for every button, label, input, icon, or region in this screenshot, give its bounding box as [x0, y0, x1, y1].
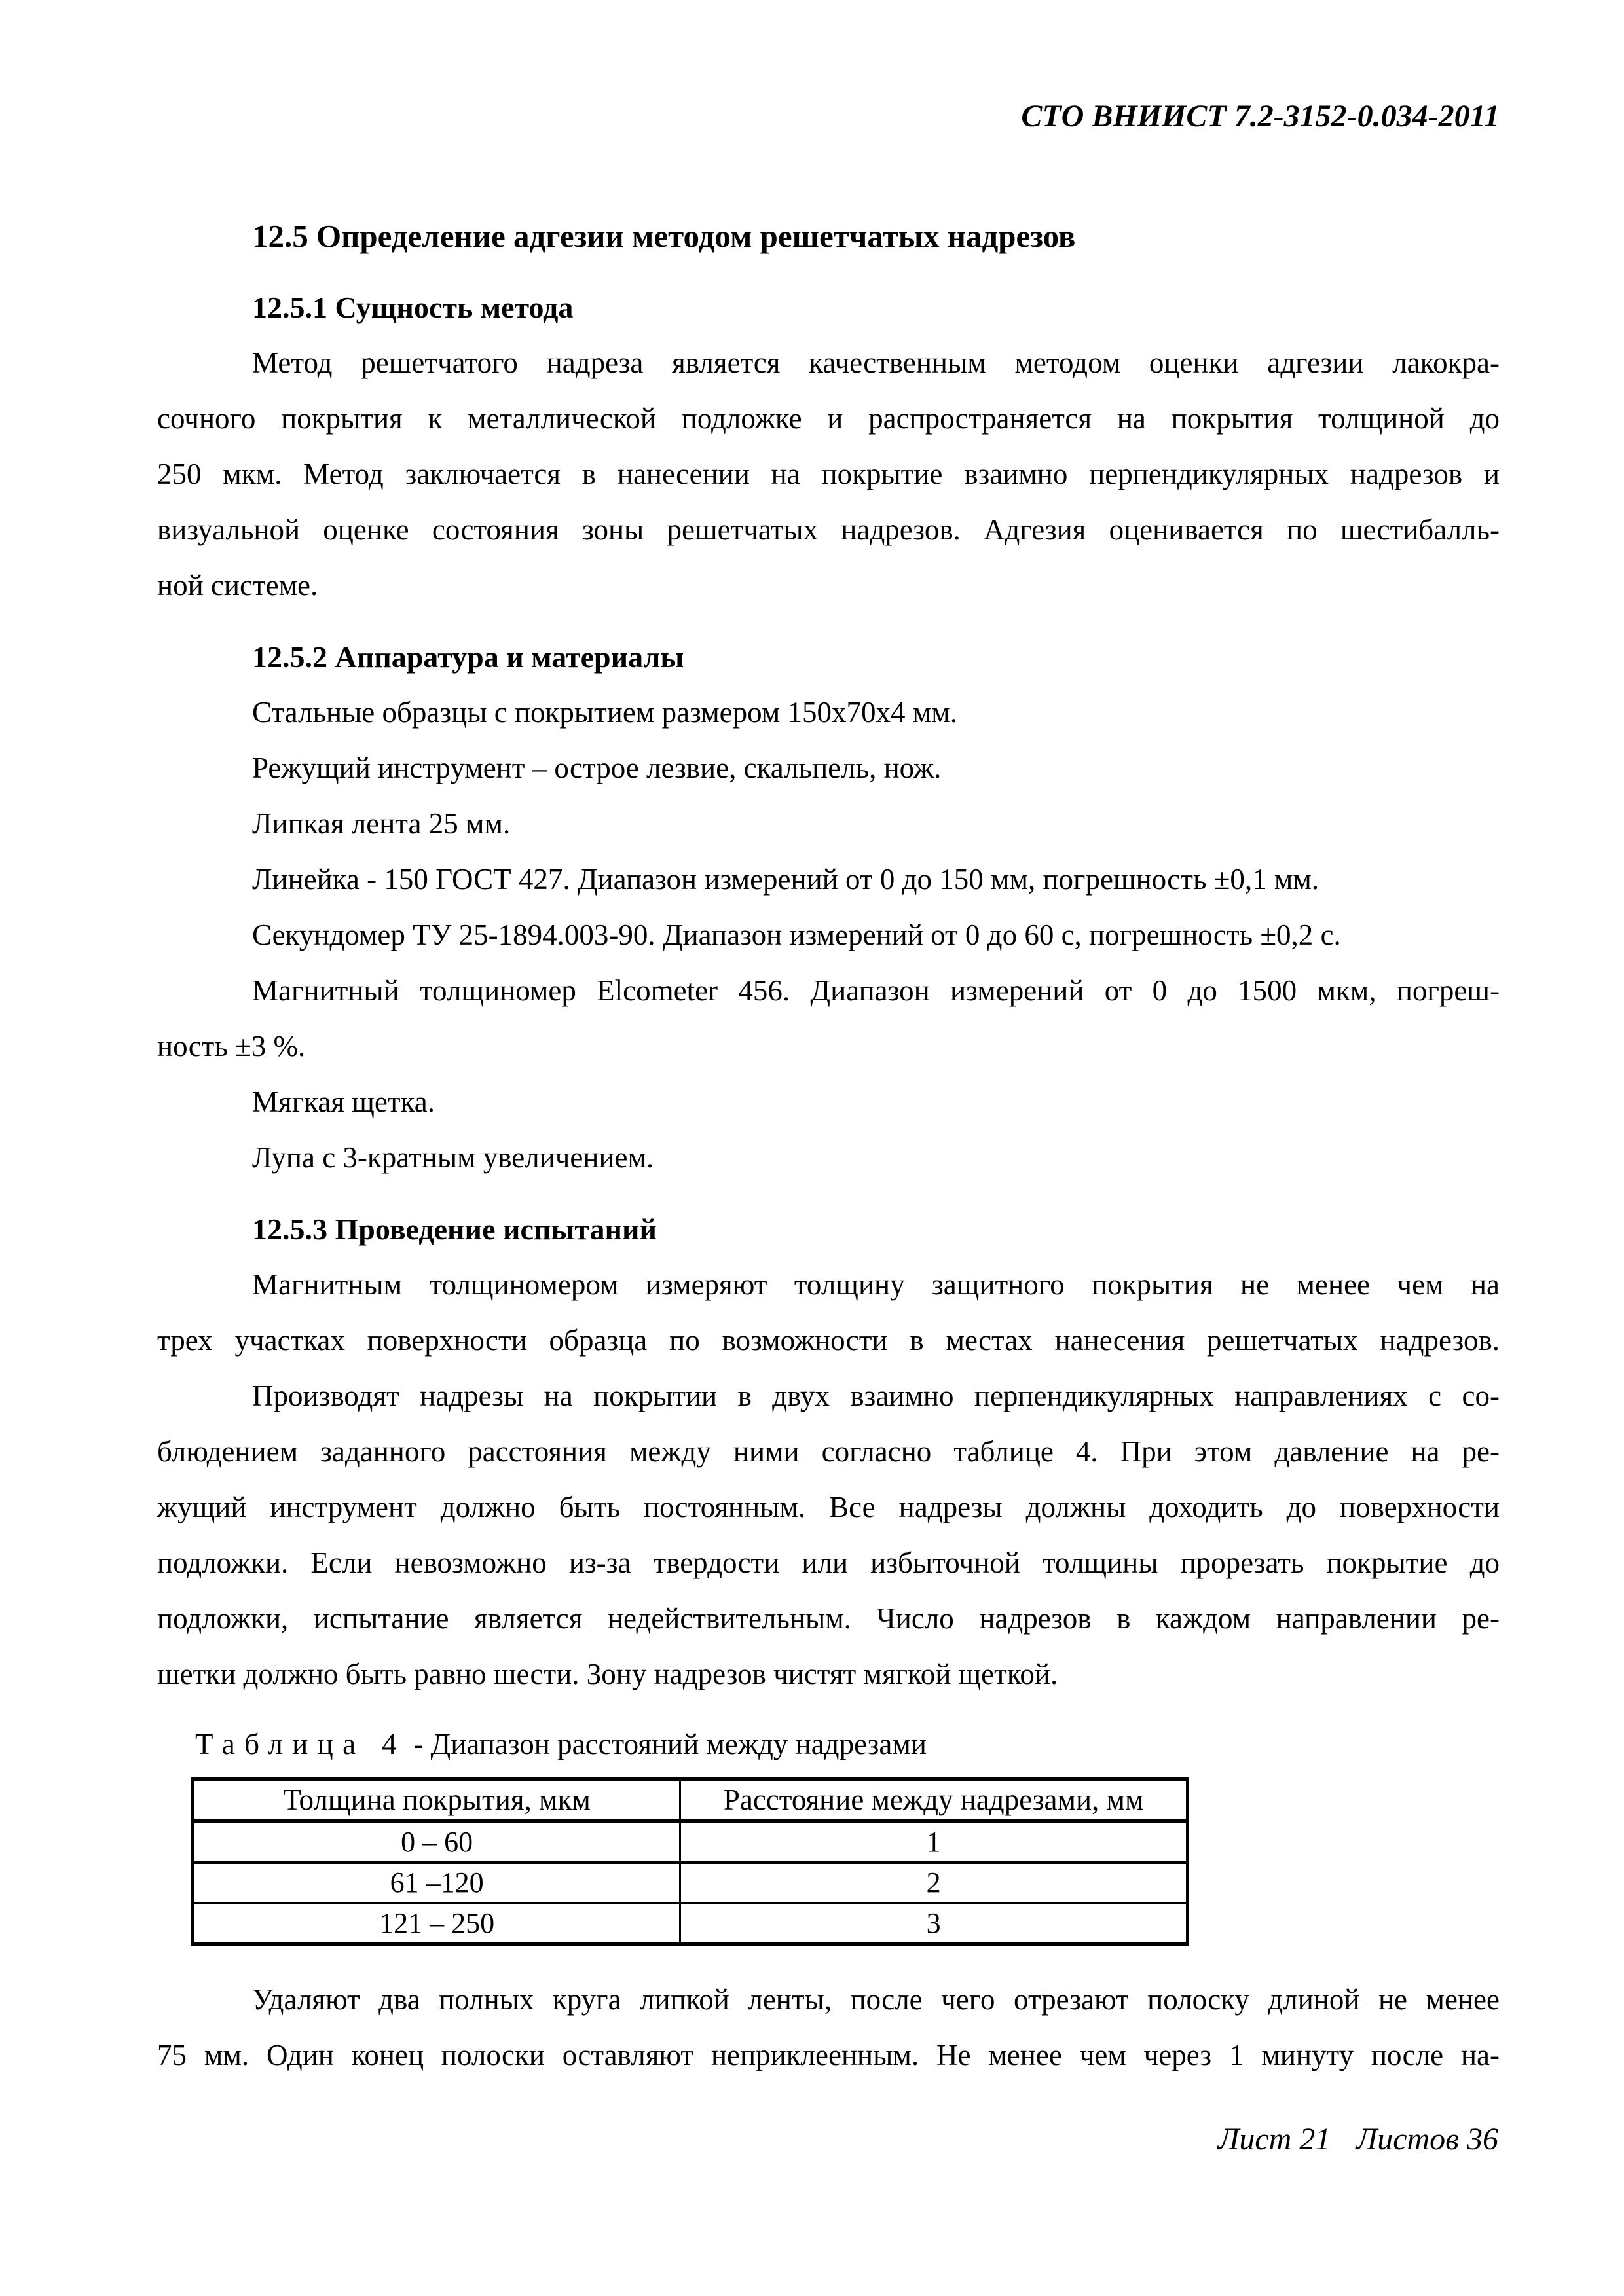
paragraph-line: ной системе. [157, 569, 318, 602]
paragraph-line: подложки, испытание является недействительным. Число надрезов в каждом направлении ре- [157, 1602, 1500, 1635]
section-heading: 12.5.3 Проведение испытаний [252, 1212, 657, 1246]
paragraph-line: ность ±3 %. [157, 1030, 306, 1063]
table-caption-text: - Диапазон расстояний между надрезами [406, 1728, 927, 1760]
paragraph-line: Магнитный толщиномер Elcometer 456. Диапазон измерений от 0 до 1500 мкм, погреш- [252, 974, 1500, 1007]
paragraph [157, 1972, 1500, 2083]
paragraph [157, 685, 1500, 740]
table-cell: 2 [680, 1863, 1188, 1903]
paragraph-line: Секундомер ТУ 25-1894.003-90. Диапазон измерений от 0 до 60 с, погрешность ±0,2 с. [252, 919, 1341, 951]
paragraph [157, 740, 1500, 796]
table-cell: 61 –120 [193, 1863, 680, 1903]
paragraph-line: шетки должно быть равно шести. Зону надрезов чистят мягкой щеткой. [157, 1658, 1058, 1690]
column-header: Толщина покрытия, мкм [193, 1779, 680, 1821]
paragraph-line: визуальной оценке состояния зоны решетчатых надрезов. Адгезия оценивается по шестибалль- [157, 513, 1500, 546]
paragraph [157, 907, 1500, 963]
paragraph-line: Магнитным толщиномером измеряют толщину защитного покрытия не менее чем на [252, 1268, 1500, 1301]
table-body [193, 1821, 1188, 1944]
paragraph [157, 1074, 1500, 1130]
paragraph-line: Метод решетчатого надреза является качественным методом оценки адгезии лакокра- [252, 346, 1500, 379]
table-row [193, 1863, 1188, 1903]
content [157, 208, 1500, 2083]
table-header-row [193, 1779, 1188, 1821]
table-caption-label: Таблица 4 [195, 1728, 407, 1760]
table-4 [191, 1777, 1189, 1946]
table-row [193, 1821, 1188, 1863]
paragraph-line: 250 мкм. Метод заключается в нанесении на покрытие взаимно перпендикулярных надрезов и [157, 458, 1500, 490]
paragraph-line: Стальные образцы с покрытием размером 150х70х4 мм. [252, 696, 957, 729]
content-blocks [157, 280, 1500, 2083]
paragraph-line: Мягкая щетка. [252, 1085, 435, 1118]
paragraph [157, 796, 1500, 852]
column-header: Расстояние между надрезами, мм [680, 1779, 1188, 1821]
table-row [193, 1903, 1188, 1944]
footer-sheet-number: Лист 21 [1217, 2122, 1331, 2157]
paragraph [157, 1368, 1500, 1702]
footer-total-sheets: Листов 36 [1356, 2122, 1498, 2157]
document-section-title: 12.5 Определение адгезии методом решетчатых надрезов [252, 218, 1076, 254]
paragraph-line: Производят надрезы на покрытии в двух взаимно перпендикулярных направлениях с со- [252, 1379, 1500, 1412]
paragraph-line: подложки. Если невозможно из-за твердости или избыточной толщины прорезать покрытие до [157, 1546, 1500, 1579]
page-header-standard-ref: СТО ВНИИСТ 7.2-3152-0.034-2011 [1021, 99, 1500, 134]
paragraph-line: блюдением заданного расстояния между ними согласно таблице 4. При этом давление на ре- [157, 1435, 1500, 1468]
table-cell: 0 – 60 [193, 1821, 680, 1863]
section-heading: 12.5.2 Аппаратура и материалы [252, 640, 684, 674]
paragraph-line: трех участках поверхности образца по возможности в местах нанесения решетчатых надрезов. [157, 1324, 1500, 1357]
page-footer [1218, 2121, 1498, 2157]
table-cell: 1 [680, 1821, 1188, 1863]
paragraph-line: 75 мм. Один конец полоски оставляют неприклеенным. Не менее чем через 1 минуту после на- [157, 2039, 1500, 2071]
paragraph [157, 963, 1500, 1074]
paragraph [157, 335, 1500, 613]
table-cell: 3 [680, 1903, 1188, 1944]
paragraph [157, 1130, 1500, 1186]
paragraph [157, 852, 1500, 907]
paragraph-line: Лупа с 3-кратным увеличением. [252, 1141, 654, 1174]
paragraph-line: сочного покрытия к металлической подложке и распространяется на покрытия толщиной до [157, 402, 1500, 435]
paragraph-line: жущий инструмент должно быть постоянным. Все надрезы должны доходить до поверхности [157, 1491, 1500, 1523]
paragraph [157, 1257, 1500, 1368]
section-heading: 12.5.1 Сущность метода [252, 291, 574, 324]
paragraph-line: Режущий инструмент – острое лезвие, скальпель, нож. [252, 752, 942, 784]
paragraph-line: Линейка - 150 ГОСТ 427. Диапазон измерений от 0 до 150 мм, погрешность ±0,1 мм. [252, 863, 1320, 896]
table-caption [157, 1717, 1500, 1772]
table-head [193, 1779, 1188, 1821]
paragraph-line: Удаляют два полных круга липкой ленты, после чего отрезают полоску длиной не менее [252, 1983, 1500, 2016]
table-cell: 121 – 250 [193, 1903, 680, 1944]
paragraph-line: Липкая лента 25 мм. [252, 807, 511, 840]
